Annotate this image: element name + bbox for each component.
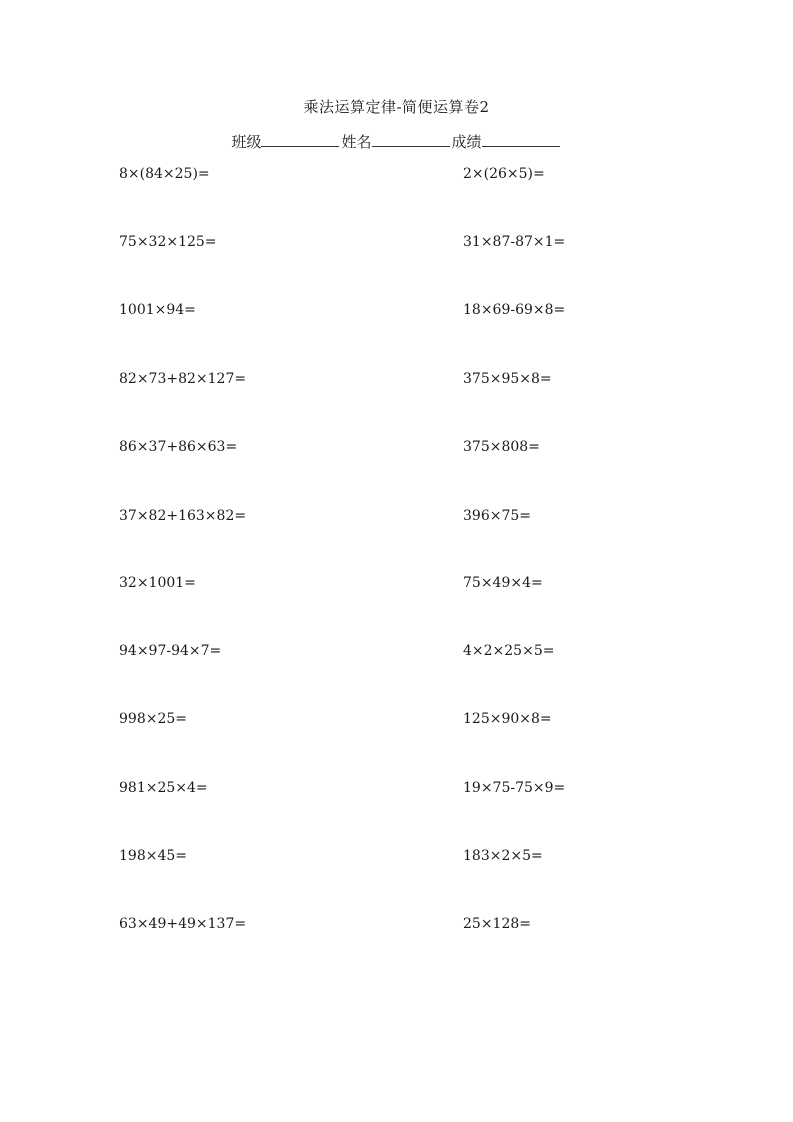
problem-right-10: 19×75-75×9= <box>463 780 566 796</box>
score-blank <box>482 132 560 147</box>
problem-left-9: 998×25= <box>119 711 187 727</box>
problem-left-11: 198×45= <box>119 848 187 864</box>
problem-left-7: 32×1001= <box>119 575 196 591</box>
problem-left-1: 8×(84×25)= <box>119 166 210 182</box>
problem-left-2: 75×32×125= <box>119 234 217 250</box>
class-label: 班级 <box>231 133 262 151</box>
problem-right-4: 375×95×8= <box>463 371 552 387</box>
problem-right-12: 25×128= <box>463 916 531 932</box>
problem-left-12: 63×49+49×137= <box>119 916 247 932</box>
problem-left-5: 86×37+86×63= <box>119 439 238 455</box>
name-blank <box>372 132 450 147</box>
problem-right-7: 75×49×4= <box>463 575 543 591</box>
problem-left-4: 82×73+82×127= <box>119 371 247 387</box>
name-label: 姓名 <box>341 133 372 151</box>
problem-left-3: 1001×94= <box>119 302 196 318</box>
problem-right-9: 125×90×8= <box>463 711 552 727</box>
problem-right-11: 183×2×5= <box>463 848 543 864</box>
problem-left-8: 94×97-94×7= <box>119 643 222 659</box>
problem-left-10: 981×25×4= <box>119 780 208 796</box>
problem-right-1: 2×(26×5)= <box>463 166 545 182</box>
problem-right-2: 31×87-87×1= <box>463 234 566 250</box>
problem-right-8: 4×2×25×5= <box>463 643 555 659</box>
student-info-line <box>0 131 793 152</box>
problem-right-3: 18×69-69×8= <box>463 302 566 318</box>
score-label: 成绩 <box>451 133 482 151</box>
problem-right-6: 396×75= <box>463 508 531 524</box>
problem-right-5: 375×808= <box>463 439 540 455</box>
problem-left-6: 37×82+163×82= <box>119 508 247 524</box>
worksheet-title: 乘法运算定律-简便运算卷2 <box>303 98 490 116</box>
class-blank <box>261 132 339 147</box>
